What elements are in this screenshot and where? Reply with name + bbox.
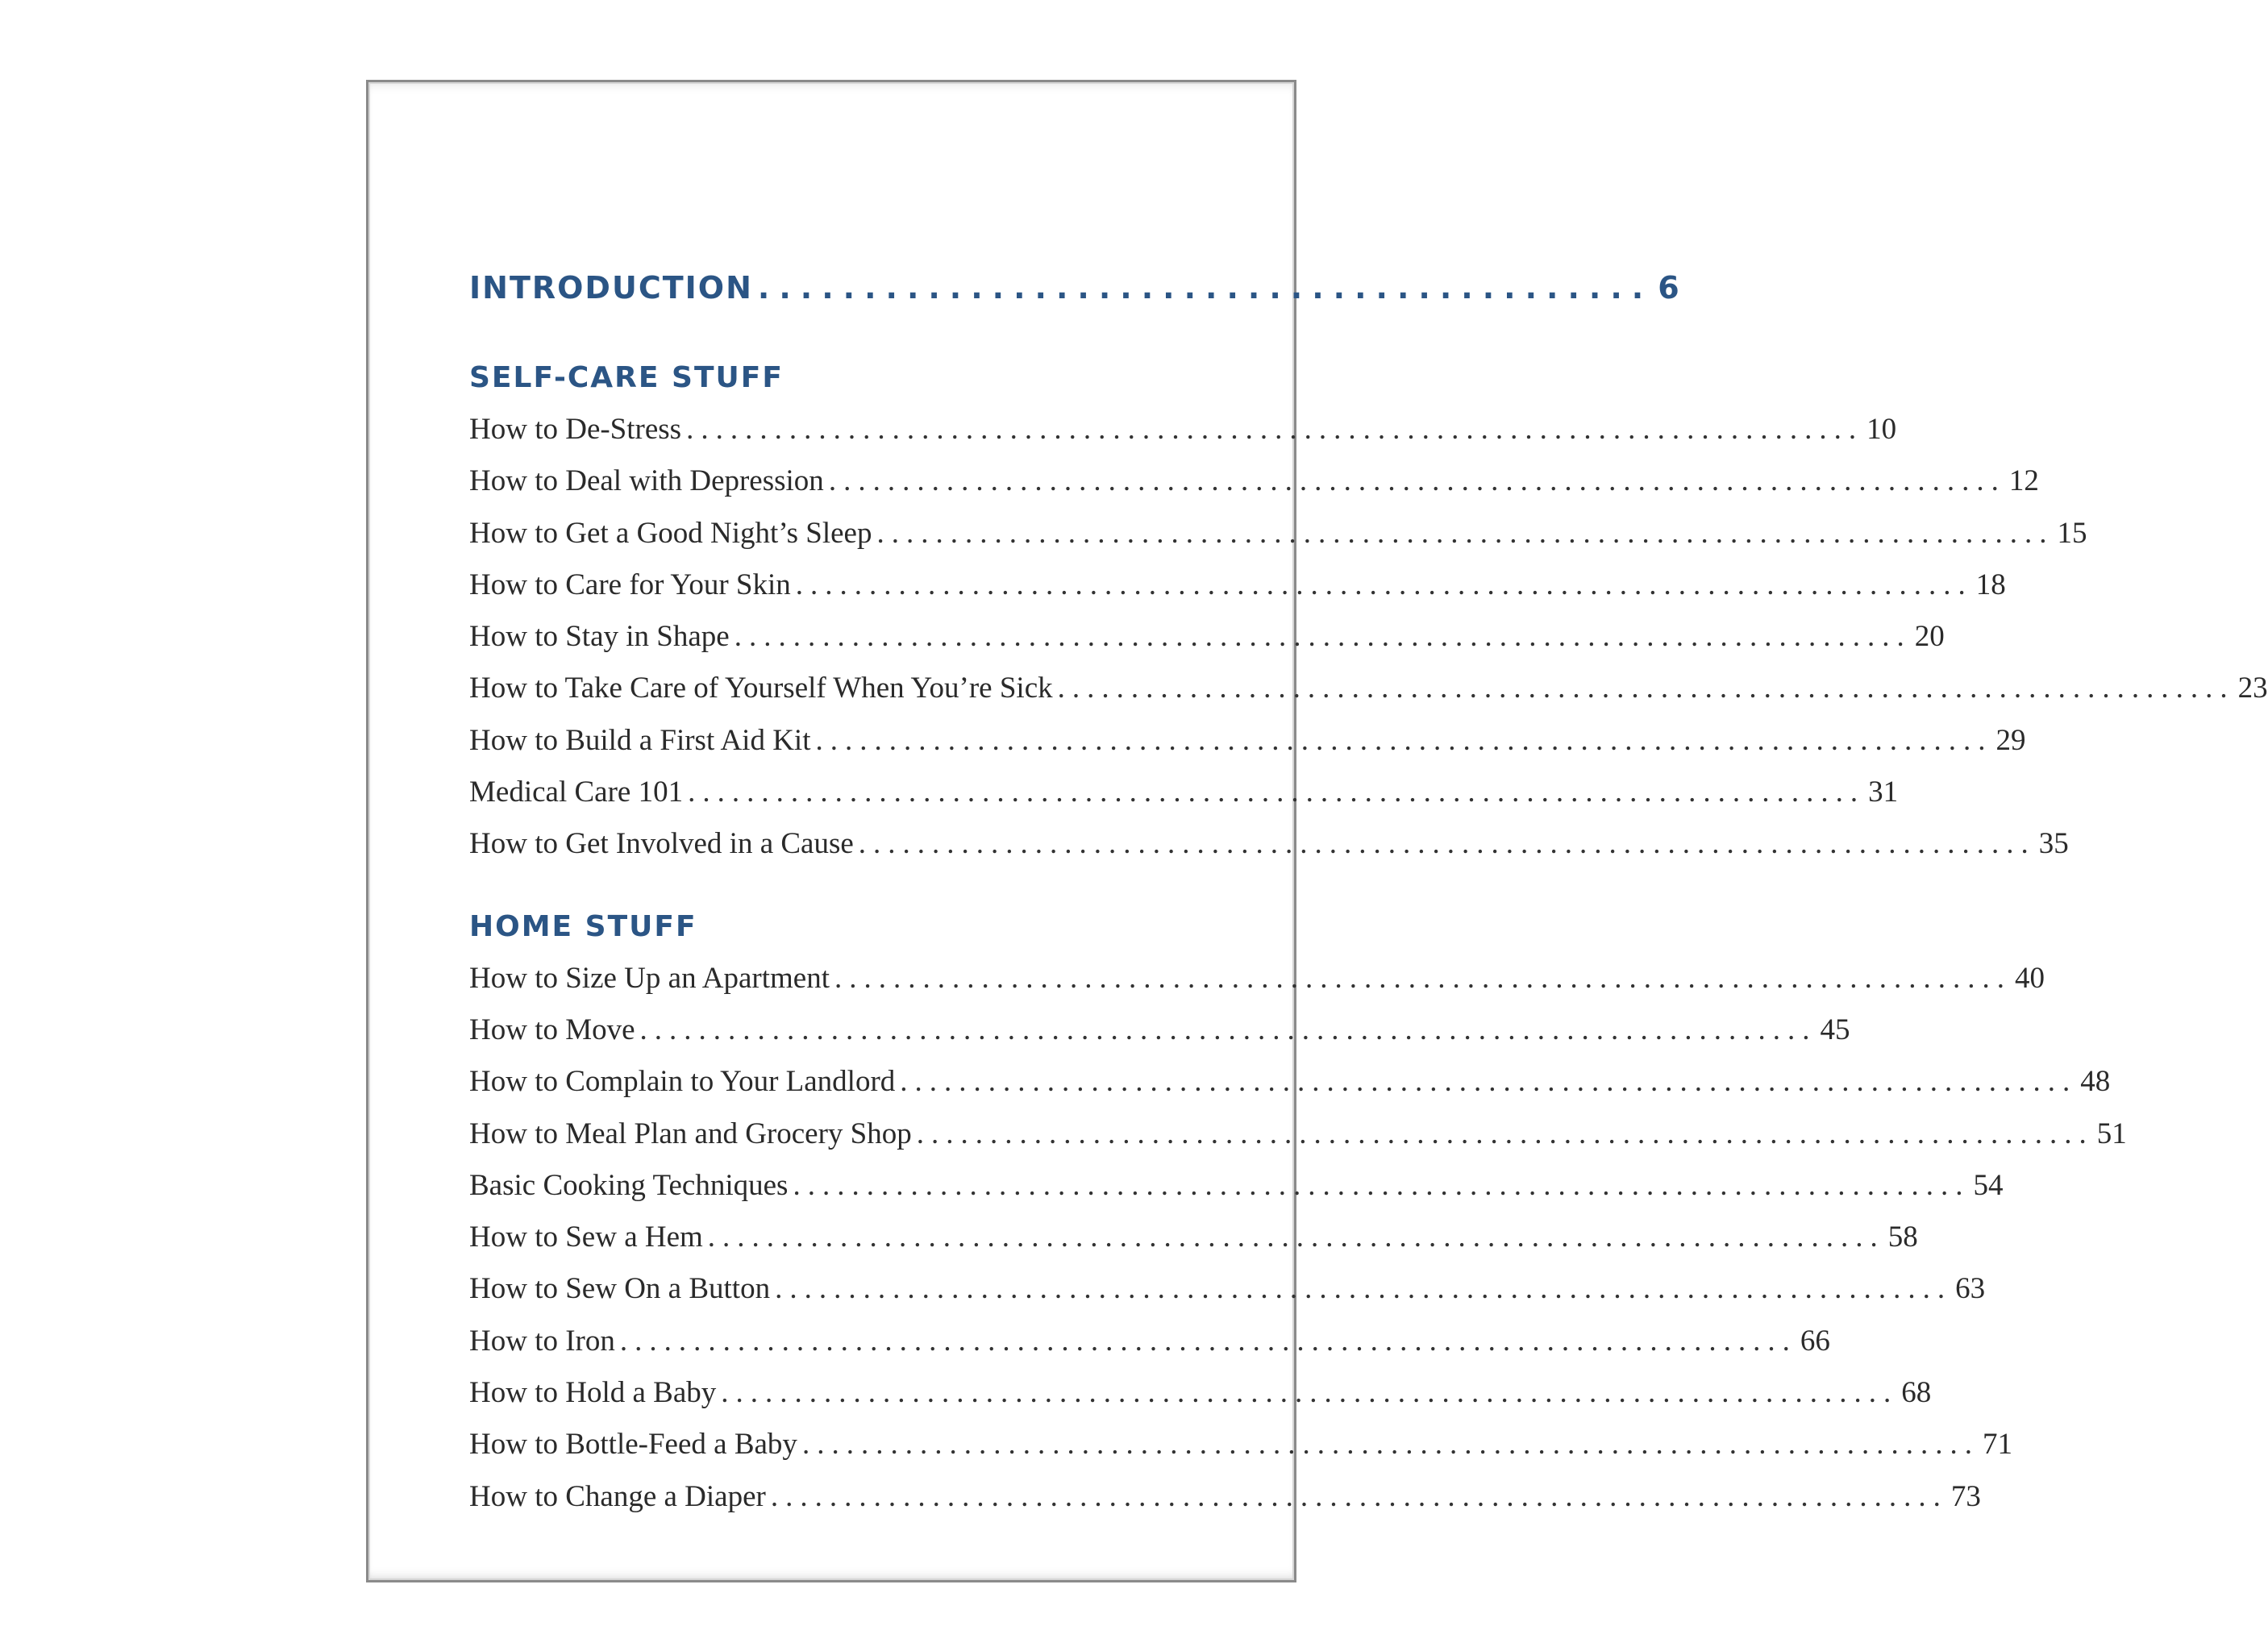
toc-entry-page-number: 58: [1887, 1221, 1918, 1254]
toc-entry-page-number: 63: [1955, 1272, 1986, 1306]
toc-entry: [469, 1367, 1932, 1419]
dot-leader: ................................................................................: [775, 1272, 1953, 1306]
toc-entry: [469, 1108, 2127, 1160]
toc-entry-title: How to Stay in Shape: [469, 620, 730, 654]
section-heading: SELF-CARE STUFF: [469, 361, 784, 394]
dot-leader: ................................................................................: [828, 464, 2006, 498]
toc-entry-page-number: 66: [1800, 1324, 1830, 1358]
toc-entry-title: Medical Care 101: [469, 776, 684, 809]
toc-entry-page-number: 51: [2096, 1117, 2127, 1150]
toc-entry-page-number: 71: [1982, 1428, 2012, 1462]
toc-entry-title: How to Bottle-Feed a Baby: [469, 1428, 797, 1462]
section-entries: [469, 404, 2268, 871]
toc-entry: [469, 767, 1899, 818]
dot-leader: ................................................................................: [916, 1117, 2094, 1150]
toc-entry-page-number: 15: [2057, 516, 2087, 550]
toc-entry-page-number: 40: [2015, 961, 2045, 995]
toc-entry: [469, 1056, 2111, 1108]
toc-entry-page-number: 10: [1866, 413, 1897, 446]
toc-entry: [469, 611, 1945, 663]
toc-entry: [469, 559, 2006, 611]
toc-entry-page-number: 12: [2008, 464, 2039, 498]
toc-entry: [469, 1004, 1850, 1056]
toc-entry: [469, 715, 2026, 767]
toc-entry: [469, 663, 2268, 714]
toc-section-home: [469, 901, 2127, 1523]
toc-entry: [469, 1471, 1981, 1523]
toc-entry-title: How to Get a Good Night’s Sleep: [469, 516, 872, 550]
toc-entry-title: How to Build a First Aid Kit: [469, 723, 811, 757]
toc-entry-title: How to Sew a Hem: [469, 1221, 703, 1254]
dot-leader: ................................................................................: [900, 1065, 2078, 1099]
toc-entry-page-number: 45: [1820, 1013, 1850, 1046]
dot-leader: ................................................................................: [834, 961, 2012, 995]
dot-leader: ................................................................................: [1057, 672, 2235, 705]
dot-leader: ................................................................................: [793, 1168, 1970, 1202]
toc-entry-page-number: 29: [1995, 723, 2026, 757]
dot-leader: ................................................................................: [876, 516, 2054, 550]
toc-entry-title: How to Meal Plan and Grocery Shop: [469, 1117, 912, 1150]
toc-entry-title: How to Size Up an Apartment: [469, 961, 830, 995]
toc-entry: [469, 1160, 2004, 1212]
dot-leader: ................................................................................: [734, 620, 1912, 654]
toc-entry: [469, 508, 2087, 559]
toc-entry-title: How to Move: [469, 1013, 635, 1046]
toc-entry-title: How to Hold a Baby: [469, 1376, 717, 1410]
section-entries: [469, 953, 2127, 1523]
toc-entry-page-number: 48: [2080, 1065, 2111, 1099]
toc-entry-title: How to Take Care of Yourself When You’re Sick: [469, 672, 1053, 705]
toc-entry-title: How to Sew On a Button: [469, 1272, 771, 1306]
dot-leader: ................................................................................: [639, 1013, 1817, 1046]
dot-leader: ..........................................: [757, 270, 1654, 306]
toc-entry-title: How to Get Involved in a Cause: [469, 827, 854, 861]
dot-leader: ................................................................................: [688, 776, 1866, 809]
dot-leader: ................................................................................: [686, 413, 1864, 446]
toc-entry: [469, 953, 2045, 1004]
toc-entry-title: How to De-Stress: [469, 413, 682, 446]
toc-entry-title: How to Change a Diaper: [469, 1479, 766, 1513]
toc-entry: [469, 1419, 2012, 1470]
introduction-title: INTRODUCTION: [469, 270, 753, 306]
toc-entry-title: How to Complain to Your Landlord: [469, 1065, 896, 1099]
toc-entry-page-number: 23: [2237, 672, 2268, 705]
toc-entry: [469, 404, 1897, 455]
toc-entry-title: How to Care for Your Skin: [469, 568, 791, 601]
toc-entry: [469, 1263, 1986, 1315]
table-of-contents: [469, 270, 2268, 1523]
toc-entry-page-number: 35: [2038, 827, 2069, 861]
dot-leader: ................................................................................: [801, 1428, 1979, 1462]
section-heading: HOME STUFF: [469, 909, 697, 943]
toc-entry-page-number: 18: [1975, 568, 2006, 601]
toc-entry: [469, 818, 2069, 870]
dot-leader: ................................................................................: [795, 568, 1973, 601]
toc-entry-title: Basic Cooking Techniques: [469, 1168, 789, 1202]
toc-entry: [469, 1212, 1918, 1263]
toc-entry-page-number: 54: [1973, 1168, 2004, 1202]
dot-leader: ................................................................................: [707, 1221, 1885, 1254]
toc-entry-title: How to Deal with Depression: [469, 464, 824, 498]
toc-entry-page-number: 73: [1950, 1479, 1981, 1513]
dot-leader: ................................................................................: [721, 1376, 1899, 1410]
toc-entry: [469, 1316, 1830, 1367]
dot-leader: ................................................................................: [770, 1479, 1948, 1513]
toc-entry-page-number: 20: [1914, 620, 1945, 654]
toc-entry-page-number: 68: [1901, 1376, 1932, 1410]
introduction-page-number: 6: [1658, 270, 1679, 306]
dot-leader: ................................................................................: [619, 1324, 1797, 1358]
dot-leader: ................................................................................: [858, 827, 2036, 861]
toc-section-self-care: [469, 352, 2268, 871]
toc-entry: [469, 455, 2039, 507]
dot-leader: ................................................................................: [815, 723, 1993, 757]
toc-entry-title: How to Iron: [469, 1324, 615, 1358]
toc-introduction: [469, 270, 1679, 322]
toc-entry-page-number: 31: [1868, 776, 1899, 809]
